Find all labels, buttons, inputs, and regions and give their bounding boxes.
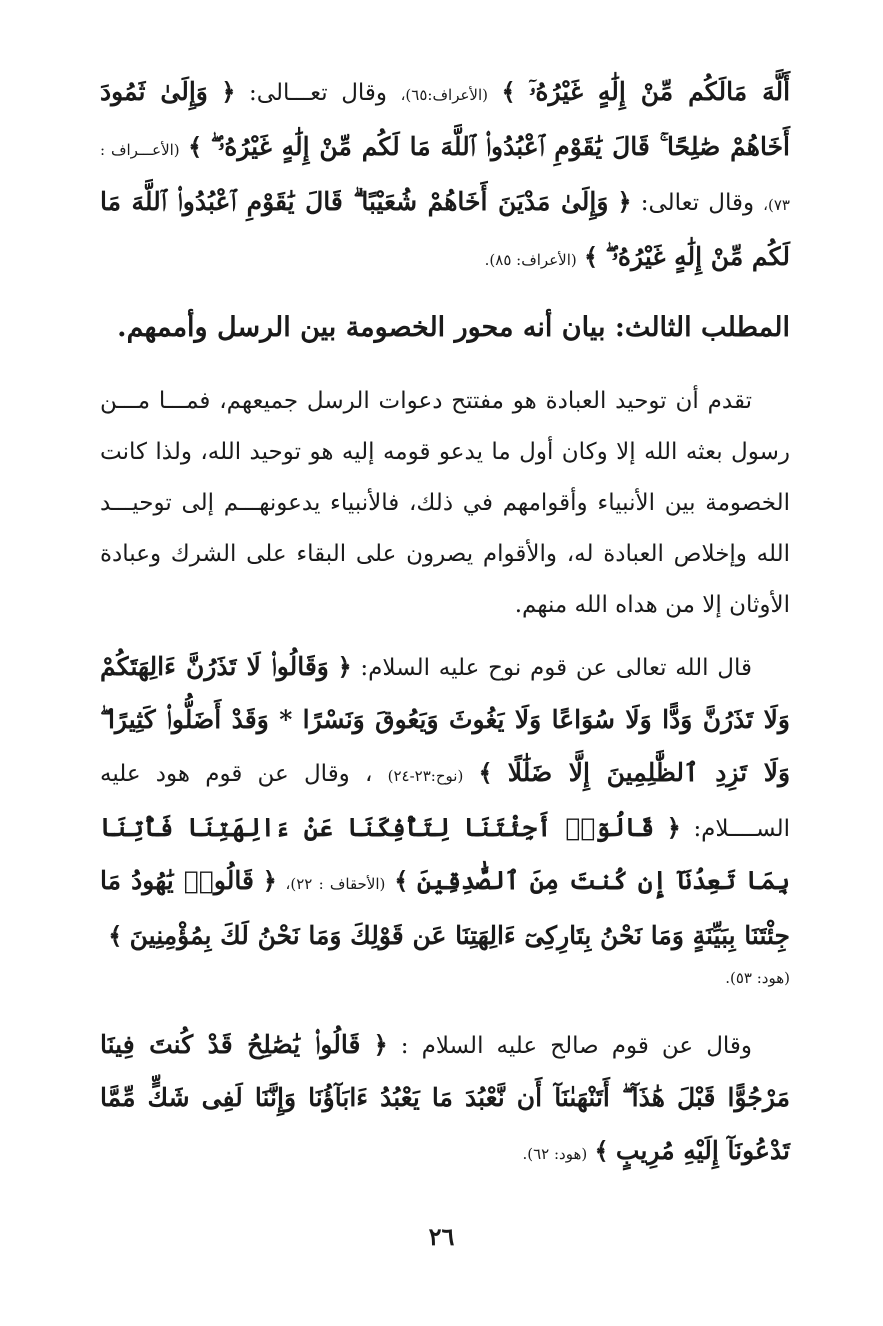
quran-verse-text: قَالُوا۟ يَٰصَٰلِحُ قَدْ كُنتَ فِينَا مَرْجُوًّا قَبْلَ هَٰذَآ ۖ أَتَنْهَىٰنَآ أَن نَّعْبُدَ مَا يَعْبُدُ ءَابَآؤُنَا وَإِنَّنَا لَفِى شَكٍّ مِّمَّا تَدْعُونَآ إِلَيْهِ مُرِيبٍ — [100, 1030, 790, 1165]
verse-reference: (هود: ٦٢). — [522, 1145, 588, 1163]
closing-bracket: ﴾ — [394, 866, 409, 895]
closing-bracket: ﴾ — [584, 242, 599, 271]
quran-verse-text: قَالُوٓا۟ أَجِئْتَنَا لِتَأْفِكَنَا عَنْ ءَالِهَتِنَا فَأْتِنَا بِمَا تَعِدُنَآ إِن كُنتَ مِنَ ٱلصَّٰدِقِينَ — [100, 813, 791, 895]
quran-verse-text: قَالُوا۟ يَٰهُودُ مَا جِئْتَنَا بِبَيِّنَةٍ وَمَا نَحْنُ بِتَارِكِىٓ ءَالِهَتِنَا عَن قَوْلِكَ وَمَا نَحْنُ لَكَ بِمُؤْمِنِينَ — [100, 866, 790, 950]
quran-citation-block-1 — [100, 66, 790, 286]
verse-reference-line — [100, 963, 790, 993]
body-paragraph: تقدم أن توحيد العبادة هو مفتتح دعوات الرسل جميعهم، فمـــا مـــن رسول بعثه الله إلا وكان أول ما يدعو قومه إليه هو توحيد الله، ولذا كانت الخصومة بين الأنبياء وأقوامهم في ذلك، فالأنبياء يدعونهـــم إلى توحيـــد الله وإخلاص العبادة له، والأقوام يصرون على البقاء على الشرك وعبادة الأوثان إلا من هداه الله منهم. — [100, 388, 790, 618]
closing-bracket: ﴾ — [188, 132, 203, 161]
opening-bracket: ﴿ — [373, 1030, 388, 1059]
quran-verse-text: أَلَّهَ مَالَكُم مِّنْ إِلَٰهٍ غَيْرُهُۥٓ — [529, 77, 791, 106]
verse-reference: (نوح:٢٣-٢٤) — [387, 767, 464, 785]
page-number: ٢٦ — [428, 1222, 455, 1251]
opening-bracket: ﴿ — [337, 652, 352, 681]
closing-bracket: ﴾ — [108, 921, 123, 950]
quran-verse-text: وَإِلَىٰ مَدْيَنَ أَخَاهُمْ شُعَيْبًا ۗ قَالَ يَٰقَوْمِ ٱعْبُدُوا۟ ٱللَّهَ مَا لَكُم مِّنْ إِلَٰهٍ غَيْرُهُۥ ۖ — [100, 187, 790, 271]
verse-reference: (الأعراف: ٨٥). — [484, 251, 577, 269]
opening-bracket: ﴿ — [666, 813, 681, 842]
closing-bracket: ﴾ — [501, 77, 516, 106]
opening-bracket: ﴿ — [221, 77, 236, 106]
body-text: وقال عن قوم صالح عليه السلام : — [400, 1033, 753, 1059]
opening-bracket: ﴿ — [262, 866, 277, 895]
body-text: وقال تعالى: — [640, 190, 755, 216]
verse-reference: (الأعراف:٦٥)، — [400, 86, 488, 104]
page-content — [100, 66, 790, 1180]
verse-reference: (هود: ٥٣). — [725, 969, 790, 987]
verse-reference: (الأعـــراف : ٧٣)، — [100, 141, 790, 214]
quran-citation-block-3 — [100, 1019, 790, 1180]
body-text: وقال تعـــالى: — [249, 80, 388, 106]
section-heading: المطلب الثالث: بيان أنه محور الخصومة بين الرسل وأممهم. — [117, 312, 790, 343]
body-text: ، وقال عن قوم هود عليه الســــلام: — [100, 761, 791, 842]
quran-verse-text: وَإِلَىٰ ثَمُودَ أَخَاهُمْ صَٰلِحًا ۚ قَالَ يَٰقَوْمِ ٱعْبُدُوا۟ ٱللَّهَ مَا لَكُم مِّنْ إِلَٰهٍ غَيْرُهُۥ ۖ — [100, 77, 791, 161]
quran-verse-text: وَقَالُوا۟ لَا تَذَرُنَّ ءَالِهَتَكُمْ وَلَا تَذَرُنَّ وَدًّا وَلَا سُوَاعًا وَلَا يَغُوثَ وَيَعُوقَ وَنَسْرًا * وَقَدْ أَضَلُّوا۟ كَثِيرًا ۖ وَلَا تَزِدِ ٱلظَّٰلِمِينَ إِلَّا ضَلَٰلًا — [100, 652, 791, 787]
verse-reference: (الأحقاف : ٢٢)، — [285, 875, 386, 893]
body-text: قال الله تعالى عن قوم نوح عليه السلام: — [360, 655, 752, 681]
closing-bracket: ﴾ — [478, 758, 493, 787]
opening-bracket: ﴿ — [617, 187, 632, 216]
closing-bracket: ﴾ — [594, 1136, 609, 1165]
quran-citation-block-2 — [100, 641, 790, 963]
